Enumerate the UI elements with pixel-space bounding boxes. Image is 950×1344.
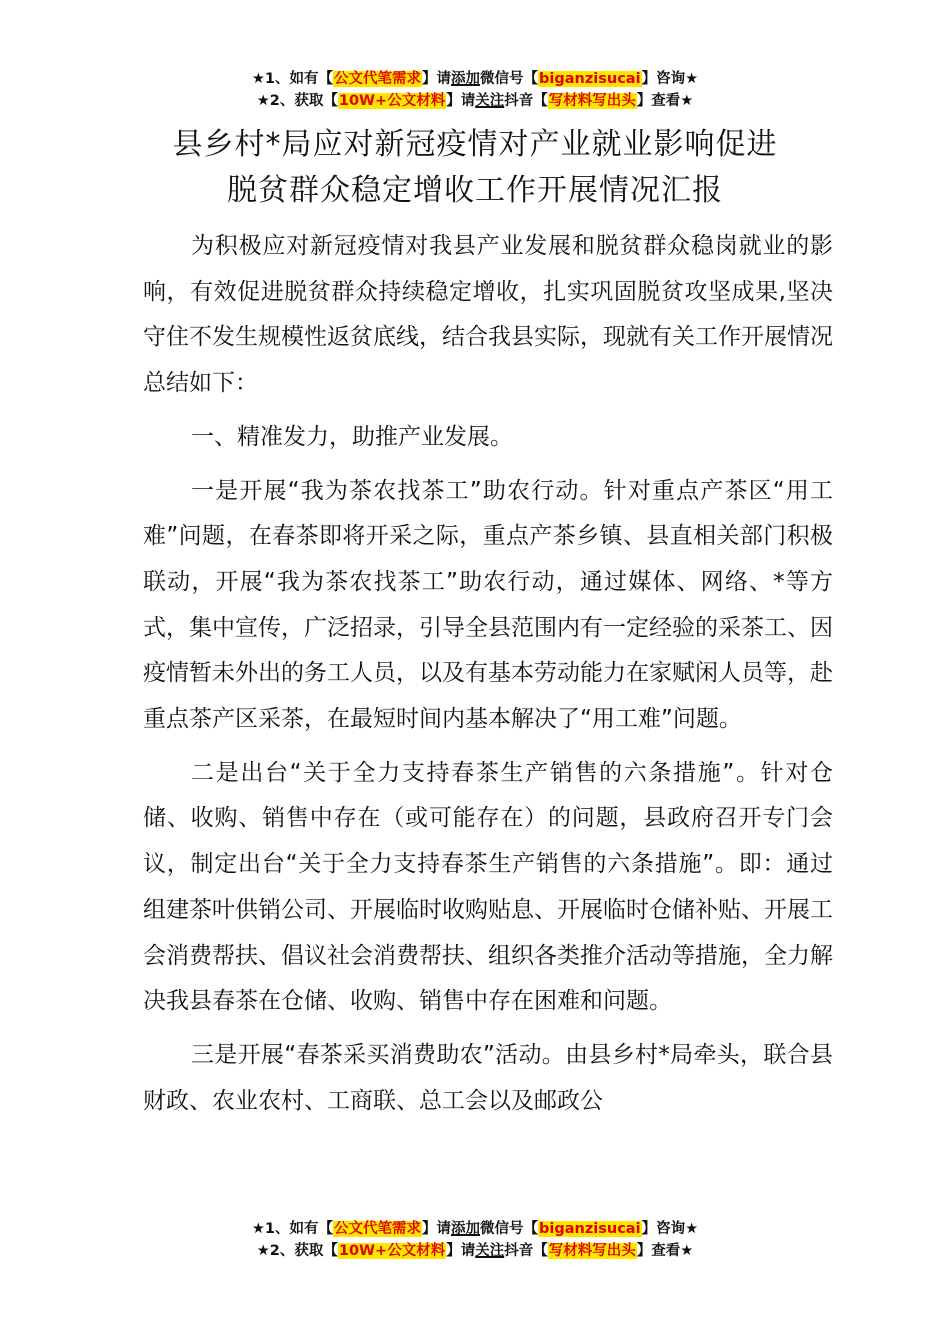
paragraph-item-3: 三是开展“春茶采买消费助农”活动。由县乡村*局牵头，联合县财政、农业农村、工商联、总工会以及邮政公 <box>143 1041 833 1114</box>
promo-douyin-id: 写材料写出头 <box>548 1243 636 1259</box>
section-heading: 一、精准发力，助推产业发展。 <box>191 423 513 450</box>
promo-wechat-id: biganzisucai <box>539 1221 641 1237</box>
promo-line-1: ★1、如有【公文代笔需求】请添加微信号【biganzisucai】咨询★ <box>251 71 699 87</box>
title-line-2: 脱贫群众稳定增收工作开展情况汇报 <box>227 173 723 208</box>
document-title <box>120 122 830 214</box>
promo-highlight: 公文代笔需求 <box>334 1221 422 1237</box>
promo-underline: 关注 <box>475 93 505 109</box>
promo-line-1: ★1、如有【公文代笔需求】请添加微信号【biganzisucai】咨询★ <box>251 1221 699 1237</box>
promo-line-2: ★2、获取【10W+公文材料】请关注抖音【写材料写出头】查看★ <box>256 1243 694 1259</box>
promo-highlight: 10W+公文材料 <box>338 1243 446 1259</box>
promo-highlight: 10W+公文材料 <box>338 93 446 109</box>
promo-line-2: ★2、获取【10W+公文材料】请关注抖音【写材料写出头】查看★ <box>256 93 694 109</box>
promo-underline: 添加 <box>451 71 481 87</box>
paragraph-intro: 为积极应对新冠疫情对我县产业发展和脱贫群众稳岗就业的影响，有效促进脱贫群众持续稳定增收，扎实巩固脱贫攻坚成果,坚决守住不发生规模性返贫底线，结合我县实际，现就有关工作开展情况总结如下： <box>143 233 833 397</box>
promo-douyin-id: 写材料写出头 <box>548 93 636 109</box>
document-body <box>143 224 833 1124</box>
paragraph-item-1: 一是开展“我为茶农找茶工”助农行动。针对重点产茶区“用工难”问题，在春茶即将开采之际，重点产茶乡镇、县直相关部门积极联动，开展“我为茶农找茶工”助农行动，通过媒体、网络、*等方式，集中宣传，广泛招录，引导全县范围内有一定经验的采茶工、因疫情暂未外出的务工人员，以及有基本劳动能力在家赋闲人员等，赴重点茶产区采茶，在最短时间内基本解决了“用工难”问题。 <box>143 477 833 733</box>
promo-underline: 关注 <box>475 1243 505 1259</box>
promo-underline: 添加 <box>451 1221 481 1237</box>
promo-banner-top <box>0 68 950 112</box>
promo-wechat-id: biganzisucai <box>539 71 641 87</box>
title-line-1: 县乡村*局应对新冠疫情对产业就业影响促进 <box>172 127 778 162</box>
promo-highlight: 公文代笔需求 <box>334 71 422 87</box>
promo-banner-bottom <box>0 1218 950 1262</box>
paragraph-item-2: 二是出台“关于全力支持春茶生产销售的六条措施”。针对仓储、收购、销售中存在（或可能存在）的问题，县政府召开专门会议，制定出台“关于全力支持春茶生产销售的六条措施”。即：通过组建茶叶供销公司、开展临时收购贴息、开展临时仓储补贴、开展工会消费帮扶、倡议社会消费帮扶、组织各类推介活动等措施，全力解决我县春茶在仓储、收购、销售中存在困难和问题。 <box>143 759 833 1015</box>
